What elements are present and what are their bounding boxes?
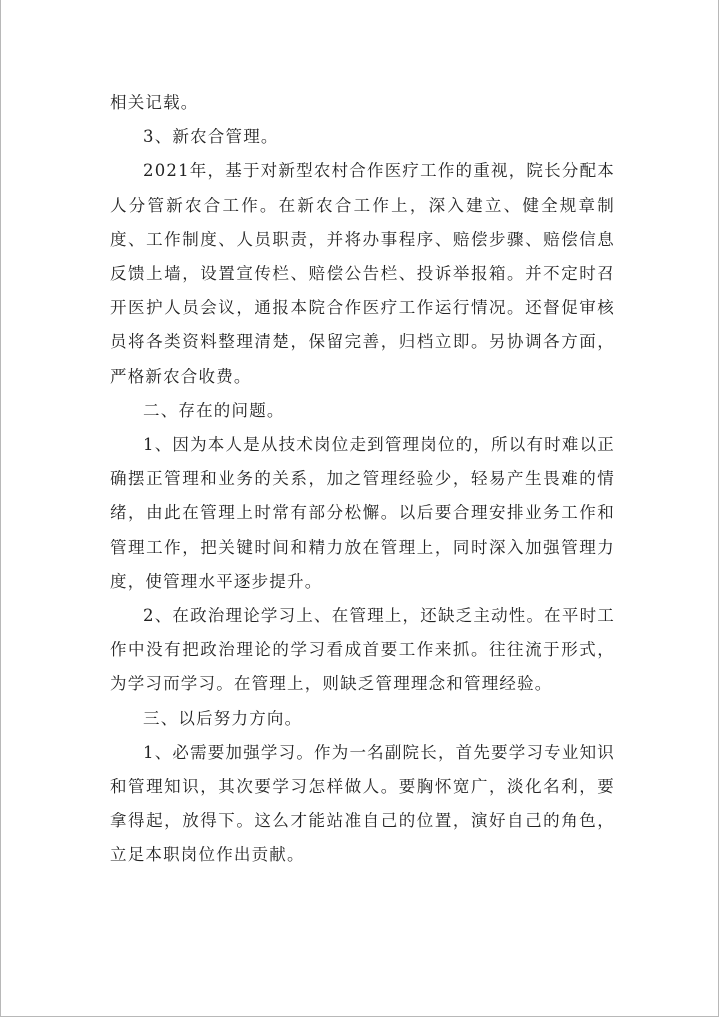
paragraph-continuation: 相关记载。	[110, 93, 199, 112]
paragraph-cooperative-management: 2021年，基于对新型农村合作医疗工作的重视，院长分配本人分管新农合工作。在新农合工作上，深入建立、健全规章制度、工作制度、人员职责，并将办事程序、赔偿步骤、赔偿信息反馈上墙，设置宣传栏、赔偿公告栏、投诉举报箱。并不定时召开医护人员会议，通报本院合作医疗工作运行情况。还督促审核员将各类资料整理清楚，保留完善，归档立即。另协调各方面，严格新农合收费。	[110, 161, 615, 386]
heading-new-rural-cooperative: 3、新农合管理。	[143, 127, 279, 147]
paragraph-problem-2: 2、在政治理论学习上、在管理上，还缺乏主动性。在平时工作中没有把政治理论的学习看成首要工作来抓。往往流于形式，为学习而学习。在管理上，则缺乏管理理念和管理经验。	[110, 606, 615, 694]
paragraph-problem-1: 1、因为本人是从技术岗位走到管理岗位的，所以有时难以正确摆正管理和业务的关系，加之管理经验少，轻易产生畏难的情绪，由此在管理上时常有部分松懈。以后要合理安排业务工作和管理工作，把关键时间和精力放在管理上，同时深入加强管理力度，使管理水平逐步提升。	[110, 435, 615, 591]
heading-existing-problems: 二、存在的问题。	[143, 400, 285, 420]
document-body	[110, 86, 615, 873]
paragraph-direction-1: 1、必需要加强学习。作为一名副院长，首先要学习专业知识和管理知识，其次要学习怎样做人。要胸怀宽广，淡化名利，要拿得起，放得下。这么才能站准自己的位置，演好自己的角色，立足本职岗位作出贡献。	[110, 742, 615, 865]
heading-future-direction: 三、以后努力方向。	[143, 708, 303, 728]
